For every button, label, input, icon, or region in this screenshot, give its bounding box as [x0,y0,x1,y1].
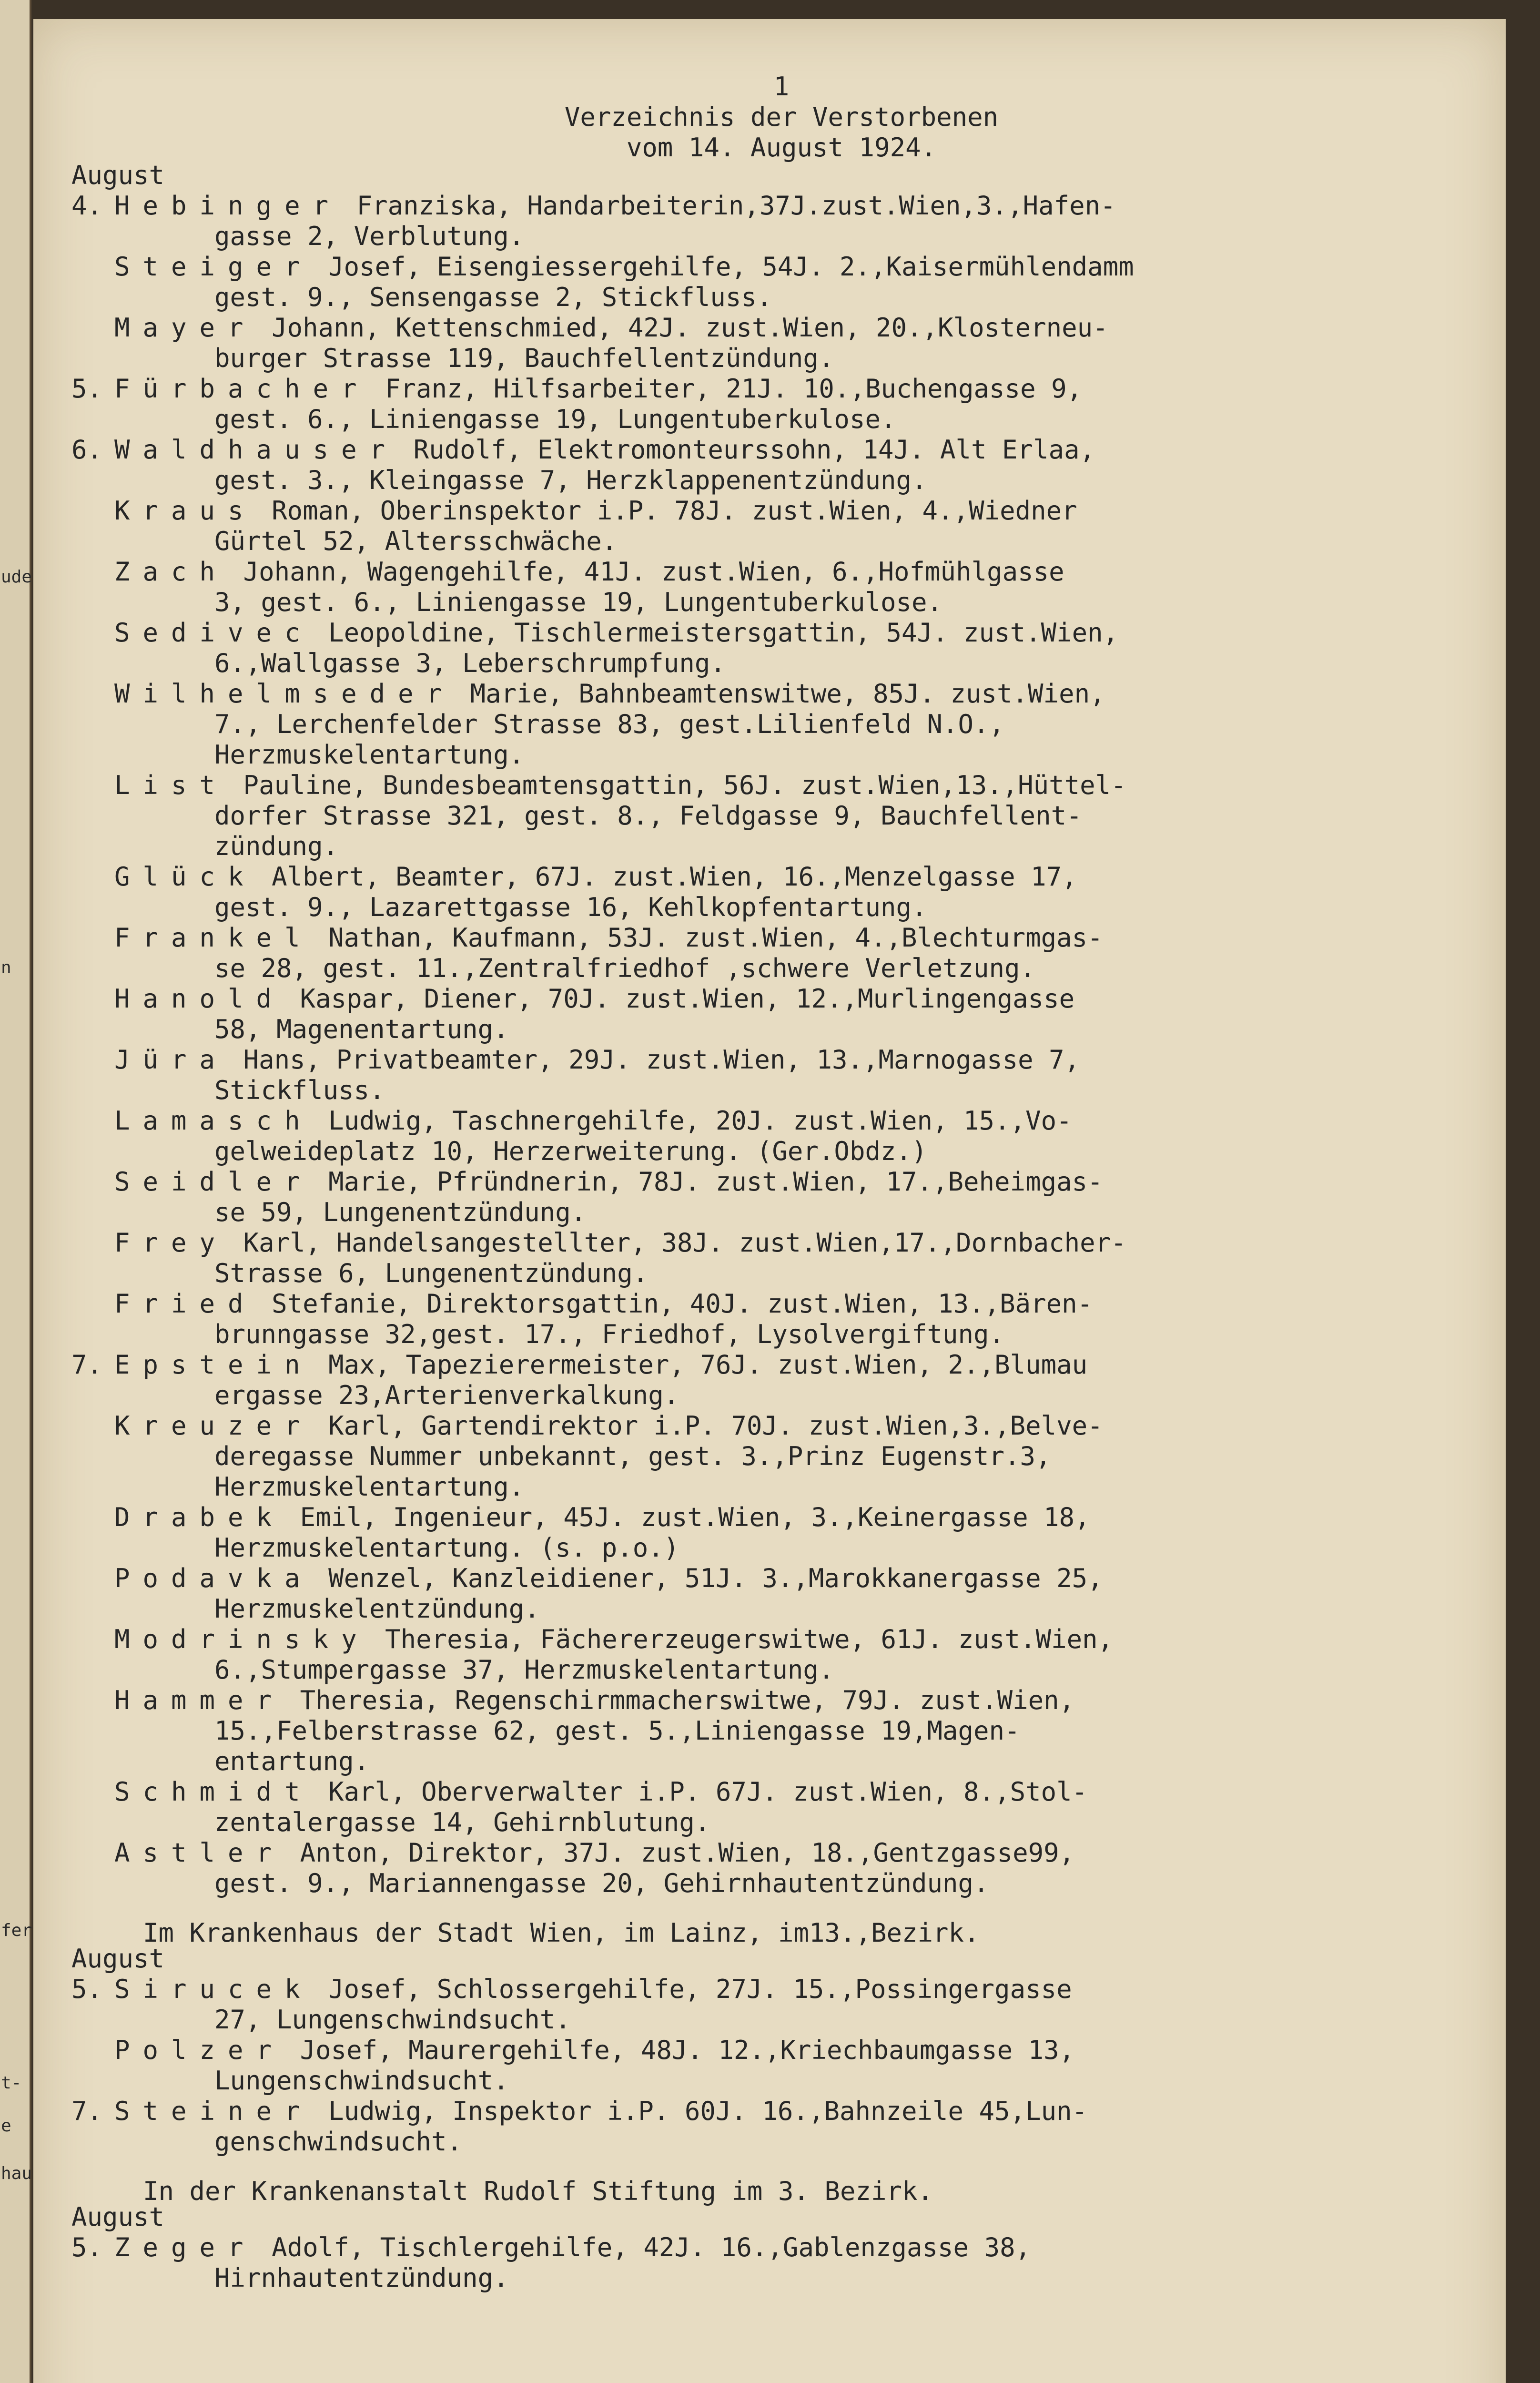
margin-fragment: n [1,958,11,978]
entry-first-name: Max, [313,1350,406,1380]
document-text [71,71,1434,2293]
register-entry [71,1289,1434,1350]
entry-first-name: Emil, [284,1502,393,1532]
entry-details: Privatbeamter, 29J. zust.Wien, 13.,Marnogasse 7, [336,1045,1080,1075]
register-entry [71,1411,1434,1502]
entry-day: 5. [71,1974,103,2004]
margin-fragment: ude [1,567,32,587]
entry-first-name: Karl, [313,1411,422,1441]
entry-details-continued: 6.,Wallgasse 3, Leberschrumpfung. [214,648,726,678]
entry-details: Pfründnerin, 78J. zust.Wien, 17.,Beheimgas- [436,1167,1103,1197]
month-label: August [71,1944,165,1974]
entry-first-name: Theresia, [284,1685,455,1715]
entry-surname: Waldhauser [114,435,398,465]
entry-first-name: Josef, [313,252,437,282]
register-entry [71,1838,1434,1899]
entry-details: Handarbeiterin,37J.zust.Wien,3.,Hafen- [527,191,1116,221]
entry-first-name: Josef, [284,2035,409,2065]
entry-details: Tapezierermeister, 76J. zust.Wien, 2.,Blumau [405,1350,1088,1380]
entry-details-continued: genschwindsucht. [214,2127,463,2157]
entry-day: 7. [71,1350,103,1380]
register-entry [71,679,1434,770]
entry-details-continued: se 28, gest. 11.,Zentralfriedhof ,schwere Verletzung. [214,953,1036,983]
entry-details-continued: se 59, Lungenentzündung. [214,1197,587,1227]
register-entry [71,435,1434,496]
entry-details: Elektromonteurssohn, 14J. Alt Erlaa, [537,435,1095,465]
entry-details-continued: 27, Lungenschwindsucht. [214,2005,571,2035]
register-entry [71,2232,1434,2293]
register-entry [71,1685,1434,1777]
register-entry [71,313,1434,374]
entry-surname: Modrinsky [114,1624,370,1654]
entry-details: Regenschirmmacherswitwe, 79J. zust.Wien, [455,1685,1075,1715]
entry-details-continued: Lungenschwindsucht. [214,2066,509,2096]
entry-details-continued: 3, gest. 6., Liniengasse 19, Lungentuberkulose. [214,587,943,617]
register-entry [71,618,1434,679]
entry-details-continued: 58, Magenentartung. [214,1014,509,1044]
entry-details: Diener, 70J. zust.Wien, 12.,Murlingengasse [424,984,1075,1014]
entry-details: Tischlergehilfe, 42J. 16.,Gablenzgasse 38, [380,2232,1031,2262]
register-entry [71,1045,1434,1106]
entry-details-continued: brunngasse 32,gest. 17., Friedhof, Lysolvergiftung. [214,1319,1005,1349]
entry-details: Fächererzeugerswitwe, 61J. zust.Wien, [540,1624,1114,1654]
entry-details-continued: ergasse 23,Arterienverkalkung. [214,1380,679,1410]
page-number: 1 [773,71,790,102]
entry-details: Oberverwalter i.P. 67J. zust.Wien, 8.,Stol- [421,1777,1088,1807]
entry-details: Direktor, 37J. zust.Wien, 18.,Gentzgasse99, [408,1838,1075,1868]
entry-surname: Seidler [114,1167,313,1197]
entry-details: Ingenieur, 45J. zust.Wien, 3.,Keinergasse 18, [393,1502,1090,1532]
entry-first-name: Adolf, [256,2232,380,2262]
register-entry [71,770,1434,862]
entry-surname: Steiger [114,252,313,282]
entry-details-continued: Herzmuskelentartung. [214,740,525,770]
entry-surname: Hammer [114,1685,285,1715]
entry-first-name: Karl, [313,1777,422,1807]
entry-details-continued: entartung. [214,1746,370,1776]
entry-first-name: Marie, [313,1167,437,1197]
entry-day: 5. [71,2232,103,2262]
date-line: vom 14. August 1924. [626,132,937,163]
register-entry [71,496,1434,557]
entry-first-name: Hans, [228,1045,336,1075]
death-register-list [71,2232,1434,2293]
entry-surname: Zeger [114,2232,256,2262]
page-title: Verzeichnis der Verstorbenen [564,102,999,132]
entry-first-name: Ludwig, [313,1106,453,1136]
entry-first-name: Leopoldine, [313,618,515,648]
entry-day: 5. [71,374,103,404]
entry-surname: Steiner [114,2096,313,2126]
entry-details: Handelsangestellter, 38J. zust.Wien,17.,Dornbacher- [336,1228,1126,1258]
entry-details: Kettenschmied, 42J. zust.Wien, 20.,Klosterneu- [395,313,1108,343]
entry-details-continued: deregasse Nummer unbekannt, gest. 3.,Prinz Eugenstr.3, [214,1441,1051,1471]
entry-surname: Kraus [114,496,256,526]
section-heading-lainz: Im Krankenhaus der Stadt Wien, im Lainz, im13.,Bezirk. [143,1918,980,1948]
entry-first-name: Johann, [256,313,396,343]
entry-details-continued: Gürtel 52, Altersschwäche. [214,526,618,556]
entry-day: 4. [71,191,103,221]
entry-surname: Frey [114,1228,228,1258]
entry-details: Inspektor i.P. 60J. 16.,Bahnzeile 45,Lun- [452,2096,1088,2126]
entry-details: Direktorsgattin, 40J. zust.Wien, 13.,Bären- [426,1289,1093,1319]
entry-details: Kanzleidiener, 51J. 3.,Marokkanergasse 25, [452,1563,1103,1593]
register-entry [71,1563,1434,1624]
entry-details: Schlossergehilfe, 27J. 15.,Possingergasse [436,1974,1072,2004]
entry-details-continued: gest. 6., Liniengasse 19, Lungentuberkulose. [214,404,896,434]
entry-surname: Hanold [114,984,285,1014]
register-entry [71,862,1434,923]
entry-details: Wagengehilfe, 41J. zust.Wien, 6.,Hofmühlgasse [367,557,1064,587]
entry-first-name: Johann, [228,557,367,587]
entry-first-name: Wenzel, [313,1563,453,1593]
margin-fragment: hau [1,2164,32,2183]
entry-first-name: Roman, [256,496,380,526]
entry-first-name: Kaspar, [284,984,424,1014]
entry-details-continued: gelweideplatz 10, Herzerweiterung. (Ger.Obdz.) [214,1136,927,1166]
register-entry [71,984,1434,1045]
entry-surname: Fürbacher [114,374,370,404]
entry-details: Tischlermeistersgattin, 54J. zust.Wien, [514,618,1119,648]
section-heading-rudolf-stiftung: In der Krankenanstalt Rudolf Stiftung im 3. Bezirk. [143,2176,933,2206]
entry-details: Kaufmann, 53J. zust.Wien, 4.,Blechturmgas- [452,923,1103,953]
entry-details-continued: Herzmuskelentzündung. [214,1594,540,1624]
entry-surname: Zach [114,557,228,587]
entry-surname: Drabek [114,1502,285,1532]
entry-day: 6. [71,435,103,465]
entry-details: Oberinspektor i.P. 78J. zust.Wien, 4.,Wiedner [380,496,1077,526]
entry-first-name: Anton, [284,1838,409,1868]
register-entry [71,1228,1434,1289]
entry-details: Beamter, 67J. zust.Wien, 16.,Menzelgasse 17, [395,862,1077,892]
entry-first-name: Franz, [369,374,494,404]
entry-first-name: Josef, [313,1974,437,2004]
register-entry [71,191,1434,252]
entry-first-name: Marie, [455,679,579,709]
entry-first-name: Pauline, [228,770,383,800]
entry-surname: Epstein [114,1350,313,1380]
entry-surname: Lamasch [114,1106,313,1136]
register-entry [71,1777,1434,1838]
entry-details: Bundesbeamtensgattin, 56J. zust.Wien,13.,Hüttel- [383,770,1126,800]
entry-details: Maurergehilfe, 48J. 12.,Kriechbaumgasse 13, [408,2035,1075,2065]
entry-first-name: Nathan, [313,923,453,953]
register-entry [71,1350,1434,1411]
month-label: August [71,2202,165,2232]
register-entry [71,923,1434,984]
entry-details-continued: Herzmuskelentartung. [214,1472,525,1502]
entry-first-name: Franziska, [341,191,527,221]
register-entry [71,374,1434,435]
register-entry [71,2096,1434,2157]
entry-surname: Mayer [114,313,256,343]
entry-surname: Hebinger [114,191,342,221]
entry-first-name: Stefanie, [256,1289,427,1319]
register-entry [71,1974,1434,2035]
entry-first-name: Albert, [256,862,396,892]
entry-first-name: Karl, [228,1228,336,1258]
adjacent-page-strip [0,0,31,2383]
entry-details-continued: Herzmuskelentartung. (s. p.o.) [214,1533,679,1563]
entry-details-continued: burger Strasse 119, Bauchfellentzündung. [214,343,834,373]
entry-details-continued: zündung. [214,831,339,861]
entry-details-continued: gest. 9., Lazarettgasse 16, Kehlkopfentartung. [214,892,927,922]
entry-details-continued: gasse 2, Verblutung. [214,221,525,251]
entry-details-continued: Strasse 6, Lungenentzündung. [214,1258,648,1288]
entry-surname: Schmidt [114,1777,313,1807]
entry-day: 7. [71,2096,103,2126]
entry-surname: Wilhelmseder [114,679,455,709]
death-register-list [71,1974,1434,2157]
entry-surname: Astler [114,1838,285,1868]
entry-surname: Kreuzer [114,1411,313,1441]
entry-details-continued: gest. 3., Kleingasse 7, Herzklappenentzündung. [214,465,927,495]
register-entry [71,1106,1434,1167]
entry-details: Taschnergehilfe, 20J. zust.Wien, 15.,Vo- [452,1106,1072,1136]
entry-surname: List [114,770,228,800]
entry-surname: Glück [114,862,256,892]
entry-first-name: Rudolf, [398,435,537,465]
entry-surname: Fried [114,1289,256,1319]
entry-surname: Jüra [114,1045,228,1075]
month-label: August [71,160,165,190]
entry-details-continued: gest. 9., Sensengasse 2, Stickfluss. [214,282,772,312]
margin-fragment: fer [1,1921,32,1940]
entry-first-name: Ludwig, [313,2096,453,2126]
entry-details-continued: 15.,Felberstrasse 62, gest. 5.,Liniengasse 19,Magen- [214,1716,1020,1746]
entry-details-continued: gest. 9., Mariannengasse 20, Gehirnhautentzündung. [214,1868,989,1898]
entry-surname: Sirucek [114,1974,313,2004]
entry-details-continued: Hirnhautentzündung. [214,2263,509,2293]
register-entry [71,557,1434,618]
entry-details-continued: zentalergasse 14, Gehirnblutung. [214,1807,710,1837]
entry-details: Gartendirektor i.P. 70J. zust.Wien,3.,Belve- [421,1411,1103,1441]
register-entry [71,2035,1434,2096]
entry-details-continued: Stickfluss. [214,1075,385,1105]
entry-details: Bahnbeamtenswitwe, 85J. zust.Wien, [578,679,1105,709]
entry-details-continued: dorfer Strasse 321, gest. 8., Feldgasse 9, Bauchfellent- [214,801,1082,831]
register-entry [71,1624,1434,1685]
entry-first-name: Theresia, [369,1624,540,1654]
register-entry [71,1502,1434,1563]
entry-surname: Frankel [114,923,313,953]
entry-surname: Sedivec [114,618,313,648]
entry-surname: Podavka [114,1563,313,1593]
entry-details: Eisengiessergehilfe, 54J. 2.,Kaisermühlendamm [436,252,1134,282]
entry-surname: Polzer [114,2035,285,2065]
register-entry [71,1167,1434,1228]
entry-details: Hilfsarbeiter, 21J. 10.,Buchengasse 9, [493,374,1083,404]
margin-fragment: t- [1,2073,22,2093]
entry-details-continued: 7., Lerchenfelder Strasse 83, gest.Lilienfeld N.O., [214,709,1005,739]
entry-details-continued: 6.,Stumpergasse 37, Herzmuskelentartung. [214,1655,834,1685]
margin-fragment: e [1,2116,11,2136]
register-entry [71,252,1434,313]
death-register-list [71,191,1434,1899]
